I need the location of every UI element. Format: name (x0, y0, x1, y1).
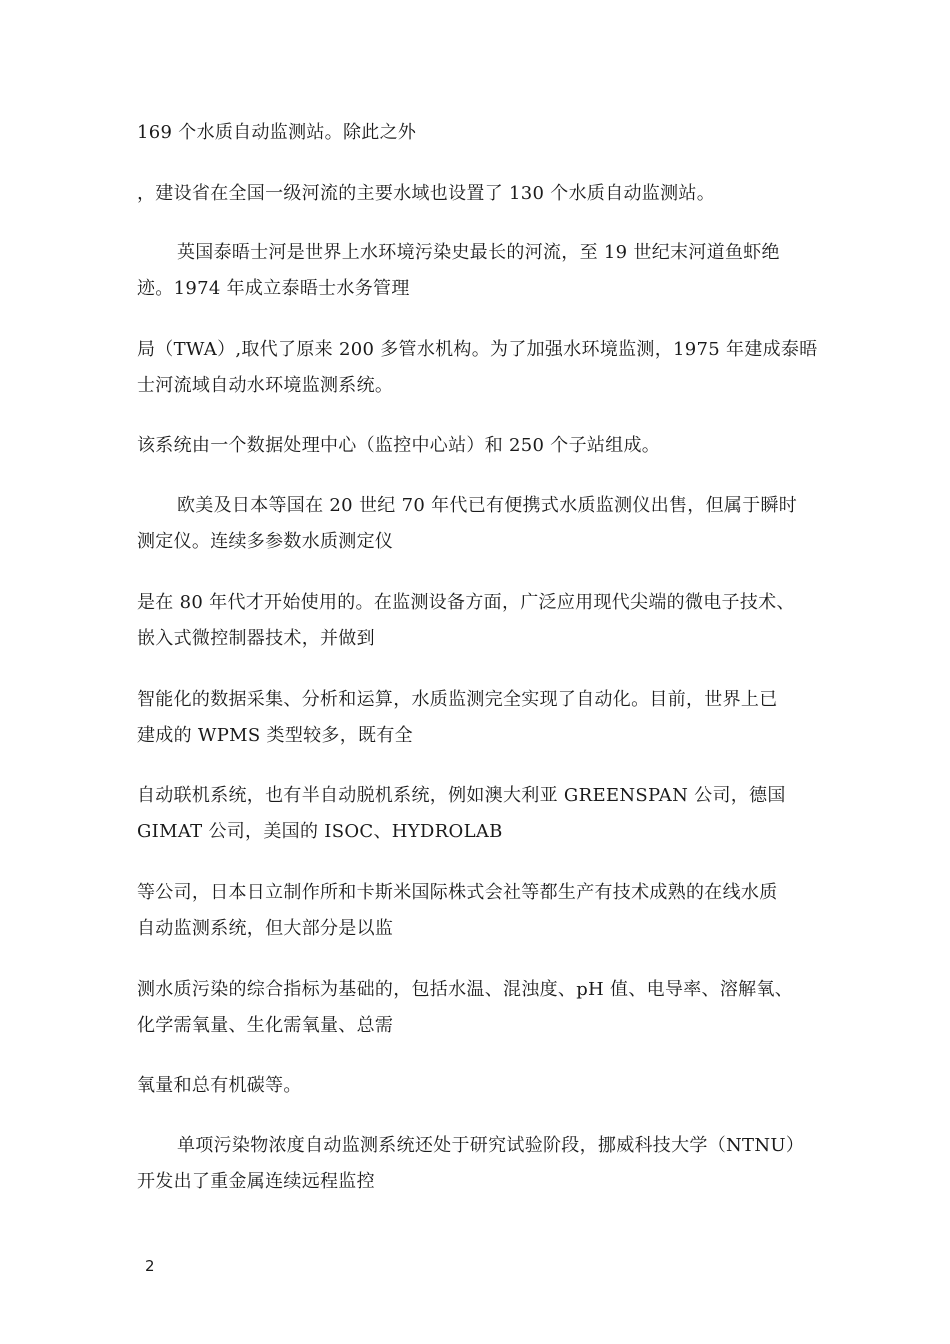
text-line: 169 个水质自动监测站。除此之外 (137, 122, 417, 143)
text-line: 局（TWA）,取代了原来 200 多管水机构。为了加强水环境监测，1975 年建成泰晤 (137, 339, 818, 360)
text-line: 是在 80 年代才开始使用的。在监测设备方面，广泛应用现代尖端的微电子技术、 (137, 592, 795, 613)
text-line: 单项污染物浓度自动监测系统还处于研究试验阶段，挪威科技大学（NTNU） (177, 1135, 805, 1156)
text-line: 欧美及日本等国在 20 世纪 70 年代已有便携式水质监测仪出售，但属于瞬时 (177, 495, 798, 516)
text-line: 迹。1974 年成立泰晤士水务管理 (137, 278, 410, 299)
text-line: 化学需氧量、生化需氧量、总需 (137, 1015, 394, 1036)
text-line: 开发出了重金属连续远程监控 (137, 1171, 375, 1192)
text-line: GIMAT 公司，美国的 ISOC、HYDROLAB (137, 821, 503, 842)
text-line: 英国泰晤士河是世界上水环境污染史最长的河流，至 19 世纪末河道鱼虾绝 (177, 242, 780, 263)
text-line: 嵌入式微控制器技术，并做到 (137, 628, 375, 649)
text-line: 测水质污染的综合指标为基础的，包括水温、混浊度、pH 值、电导率、溶解氧、 (137, 979, 794, 1000)
text-line: ，建设省在全国一级河流的主要水域也设置了 130 个水质自动监测站。 (137, 183, 715, 204)
text-line: 建成的 WPMS 类型较多，既有全 (137, 725, 413, 746)
text-line: 士河流域自动水环境监测系统。 (137, 375, 394, 396)
text-line: 自动联机系统，也有半自动脱机系统，例如澳大利亚 GREENSPAN 公司，德国 (137, 785, 786, 806)
text-line: 该系统由一个数据处理中心（监控中心站）和 250 个子站组成。 (137, 435, 661, 456)
page-number: 2 (145, 1257, 155, 1275)
text-line: 氧量和总有机碳等。 (137, 1075, 302, 1096)
text-line: 智能化的数据采集、分析和运算，水质监测完全实现了自动化。目前，世界上已 (137, 689, 778, 710)
text-line: 测定仪。连续多参数水质测定仪 (137, 531, 394, 552)
text-line: 自动监测系统，但大部分是以监 (137, 918, 394, 939)
text-line: 等公司，日本日立制作所和卡斯米国际株式会社等都生产有技术成熟的在线水质 (137, 882, 778, 903)
